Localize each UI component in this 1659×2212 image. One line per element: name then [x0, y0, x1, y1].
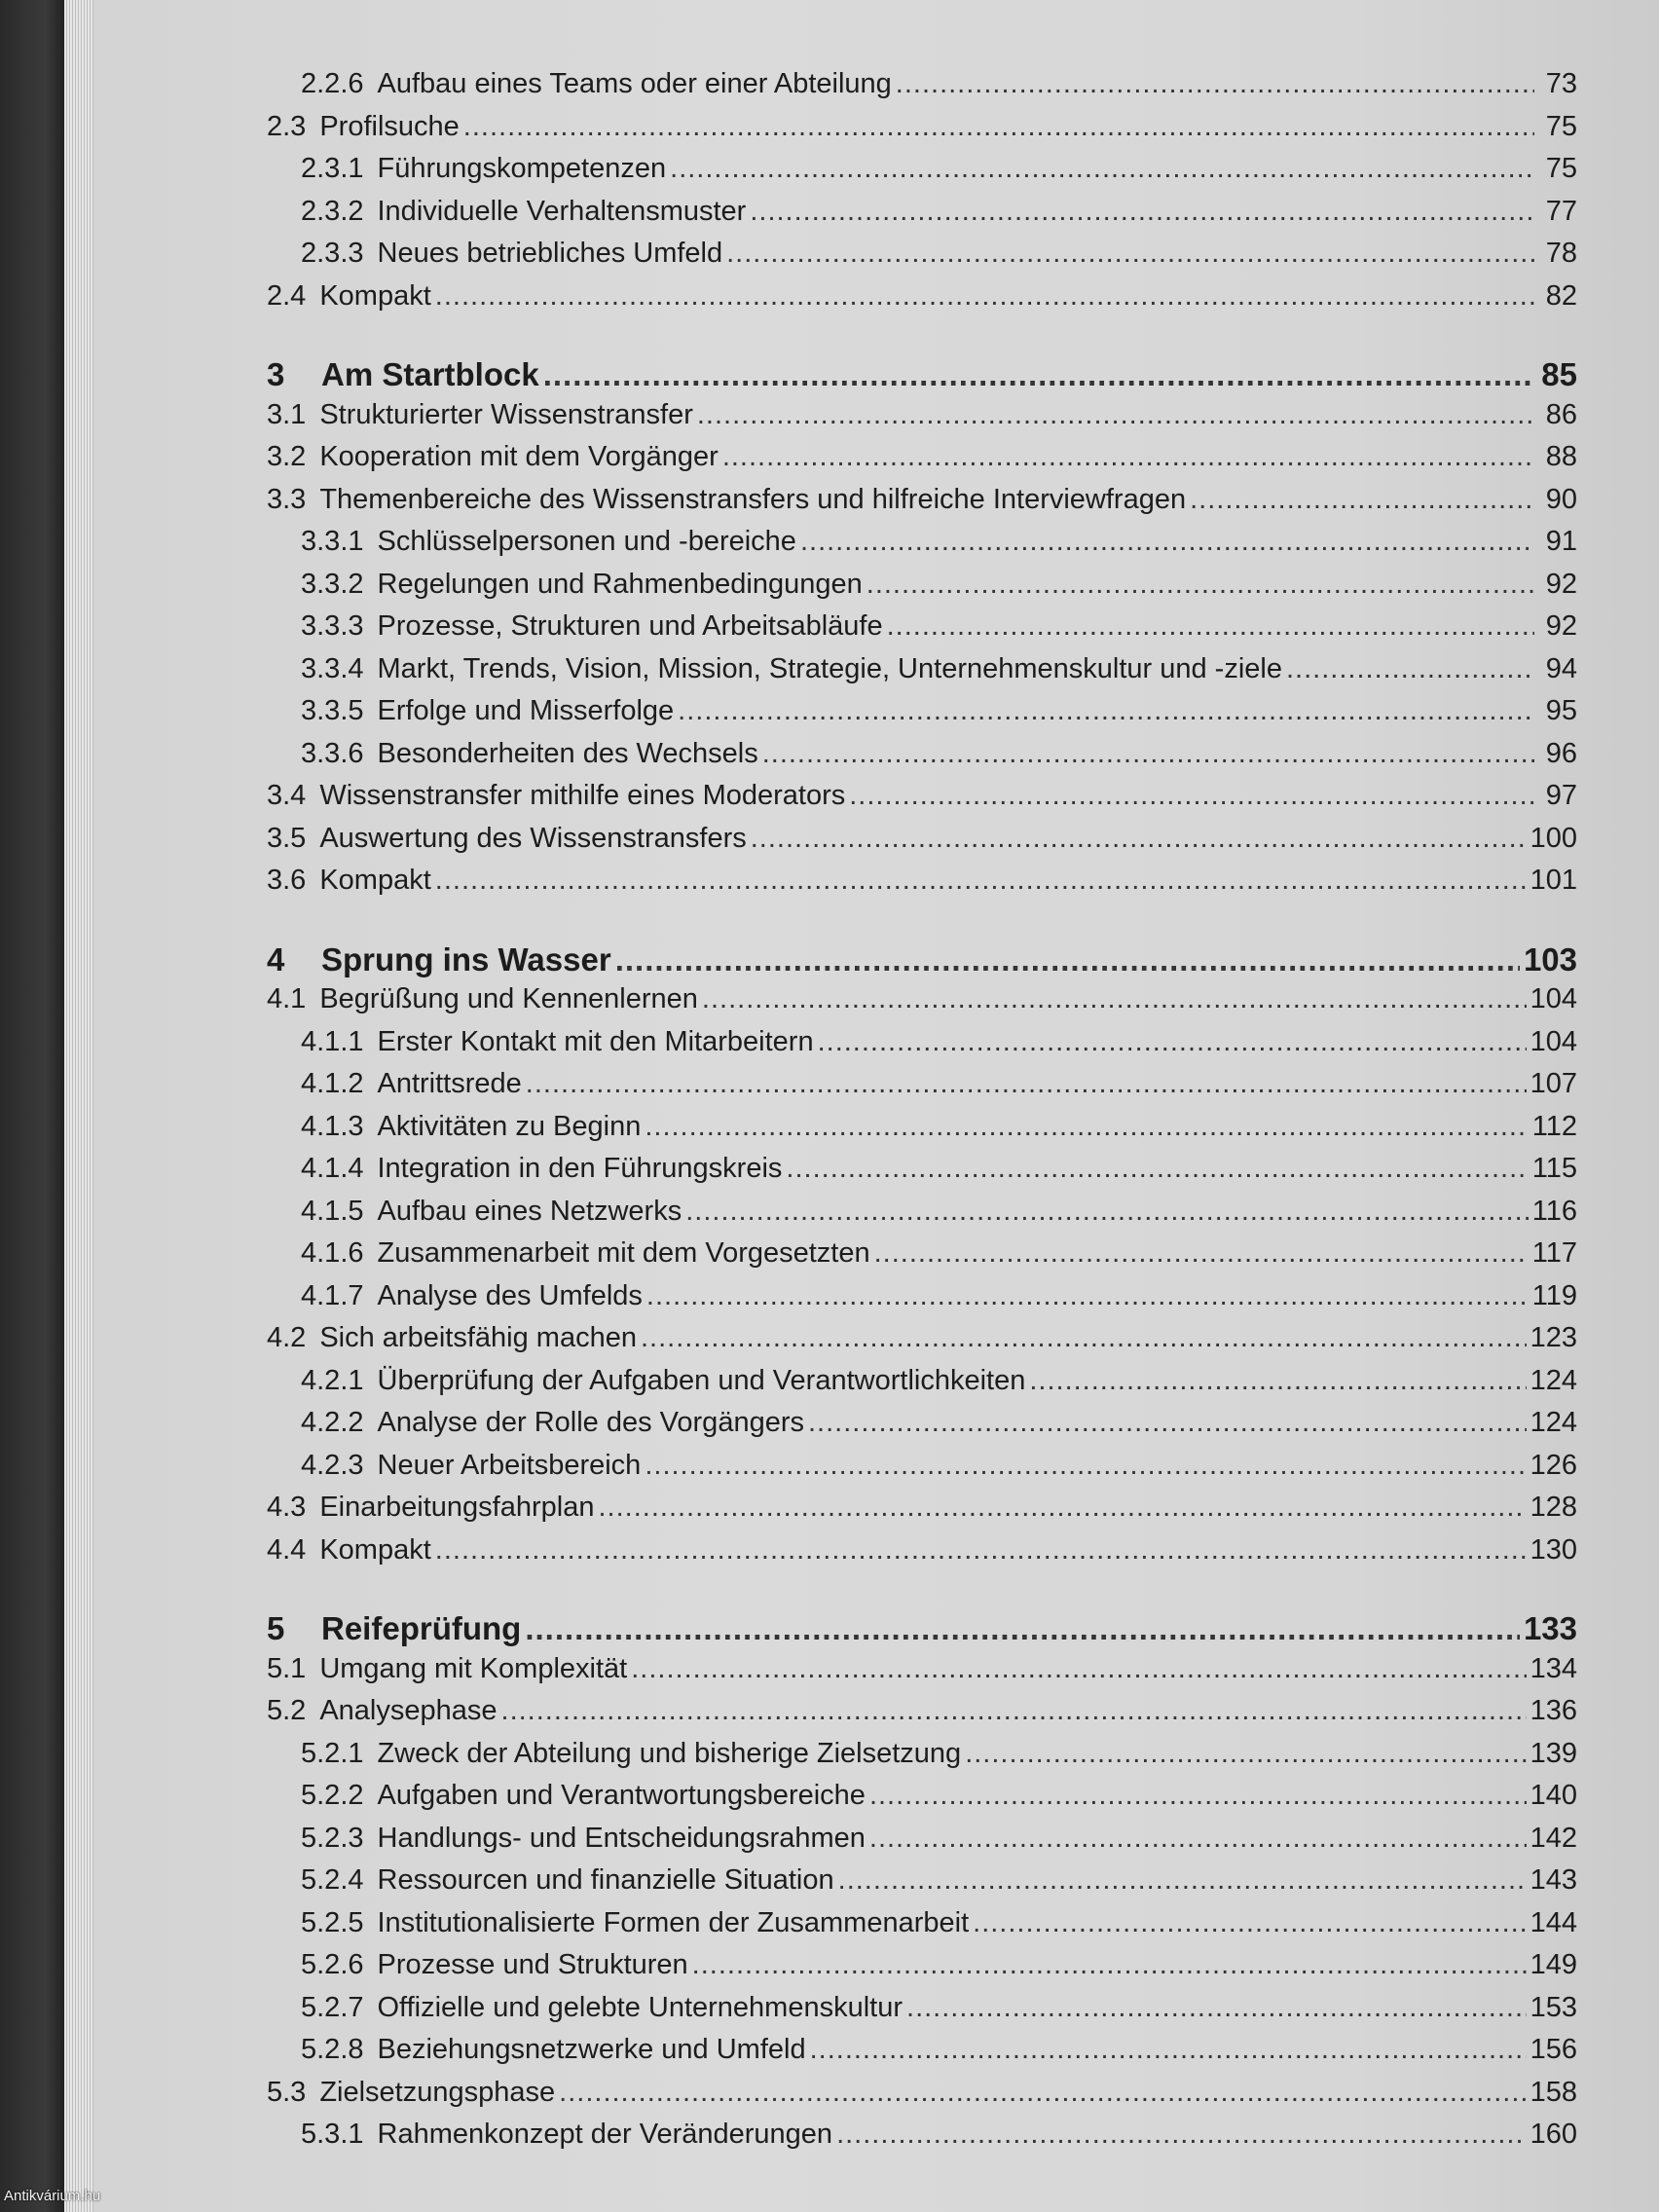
dot-leader: [641, 1322, 1527, 1354]
entry-title: Umgang mit Komplexität: [319, 1652, 628, 1684]
entry-title: Überprüfung der Aufgaben und Verantwortlichkeiten: [377, 1364, 1026, 1396]
entry-number: 4.1.5: [301, 1195, 364, 1227]
entry-title: Auswertung des Wissenstransfers: [319, 822, 747, 854]
toc-entry: [267, 280, 1577, 323]
entry-page-number: 128: [1530, 1492, 1577, 1523]
entry-page-number: 149: [1530, 1949, 1577, 1980]
entry-number: 2.2.6: [301, 68, 364, 99]
entry-title: Themenbereiche des Wissenstransfers und hilfreiche Interviewfragen: [319, 483, 1187, 515]
toc-entry: [267, 1864, 1577, 1907]
toc-entry: [267, 983, 1577, 1026]
dot-leader: [1190, 484, 1534, 516]
entry-page-number: 112: [1531, 1110, 1577, 1142]
toc-chapter-entry: [267, 941, 1577, 984]
entry-page-number: 160: [1530, 2119, 1577, 2150]
dot-leader: [786, 1153, 1528, 1185]
toc-entry: [267, 526, 1577, 569]
entry-number: 4.1: [267, 983, 307, 1014]
toc-entry: [267, 2119, 1577, 2161]
dot-leader: [435, 1534, 1527, 1567]
entry-number: 5.3: [267, 2076, 307, 2108]
entry-title: Prozesse, Strukturen und Arbeitsabläufe: [377, 610, 883, 642]
dot-leader: [1286, 653, 1534, 685]
entry-title: Analysephase: [319, 1695, 498, 1726]
entry-title: Aufgaben und Verantwortungsbereiche: [377, 1780, 866, 1811]
table-of-contents: [267, 68, 1577, 2161]
entry-page-number: 133: [1523, 1610, 1577, 1646]
dot-leader: [869, 1780, 1527, 1812]
watermark: Antikvárium.hu: [4, 2188, 101, 2204]
entry-number: 4.2.3: [301, 1449, 364, 1481]
toc-entry: [267, 780, 1577, 823]
dot-leader: [501, 1695, 1527, 1727]
entry-number: 4.1.6: [301, 1237, 364, 1269]
toc-chapter-entry: [267, 1610, 1577, 1653]
dot-leader: [965, 1738, 1526, 1770]
dot-leader: [463, 111, 1534, 143]
entry-title: Erster Kontakt mit den Mitarbeitern: [377, 1025, 814, 1057]
toc-entry: [267, 653, 1577, 696]
entry-page-number: 126: [1530, 1449, 1577, 1481]
entry-number: 5.2.6: [301, 1949, 364, 1980]
entry-number: 3.1: [267, 398, 307, 430]
book-spine: [0, 0, 64, 2212]
toc-entry: [267, 1450, 1577, 1493]
dot-leader: [808, 1407, 1527, 1439]
dot-leader: [836, 2119, 1527, 2151]
entry-title: Analyse des Umfelds: [377, 1279, 643, 1311]
entry-title: Ressourcen und finanzielle Situation: [377, 1864, 834, 1896]
dot-leader: [818, 1026, 1527, 1058]
toc-entry: [267, 153, 1577, 196]
toc-entry: [267, 865, 1577, 907]
dot-leader: [874, 1237, 1529, 1270]
dot-leader: [697, 399, 1534, 431]
dot-leader: [645, 1111, 1528, 1143]
entry-title: Neues betriebliches Umfeld: [377, 238, 723, 269]
entry-page-number: 100: [1530, 822, 1577, 854]
entry-title: Handlungs- und Entscheidungsrahmen: [377, 1822, 866, 1854]
entry-number: 2.3.3: [301, 238, 364, 269]
entry-page-number: 95: [1545, 695, 1577, 726]
entry-title: Rahmenkonzept der Veränderungen: [377, 2119, 833, 2150]
toc-entry: [267, 610, 1577, 653]
entry-title: Begrüßung und Kennenlernen: [319, 983, 698, 1014]
toc-entry: [267, 1280, 1577, 1323]
toc-entry: [267, 1026, 1577, 1069]
entry-number: 2.4: [267, 279, 307, 312]
entry-title: Markt, Trends, Vision, Mission, Strategie, Unternehmenskultur und -ziele: [377, 652, 1282, 684]
entry-title: Wissenstransfer mithilfe eines Moderators: [319, 780, 846, 811]
entry-page-number: 88: [1545, 441, 1577, 472]
entry-number: 3.3.3: [301, 610, 364, 642]
toc-entry: [267, 1695, 1577, 1738]
toc-entry: [267, 1068, 1577, 1111]
entry-title: Einarbeitungsfahrplan: [319, 1492, 595, 1523]
toc-entry: [267, 569, 1577, 611]
entry-page-number: 115: [1531, 1153, 1577, 1184]
dot-leader: [435, 280, 1534, 313]
entry-number: 3.3.1: [301, 526, 364, 557]
entry-page-number: 107: [1530, 1068, 1577, 1099]
entry-page-number: 156: [1530, 2034, 1577, 2065]
entry-page-number: 73: [1545, 68, 1577, 99]
toc-entry: [267, 1949, 1577, 1992]
entry-page-number: 119: [1531, 1279, 1577, 1311]
entry-title: Analyse der Rolle des Vorgängers: [377, 1407, 804, 1438]
entry-page-number: 78: [1545, 238, 1577, 269]
entry-title: Strukturierter Wissenstransfer: [319, 398, 693, 430]
dot-leader: [598, 1492, 1526, 1524]
entry-title: Kompakt: [319, 279, 431, 312]
entry-page-number: 142: [1530, 1822, 1577, 1854]
toc-entry: [267, 738, 1577, 781]
entry-number: 3.5: [267, 822, 307, 854]
entry-number: 3.4: [267, 780, 307, 811]
dot-leader: [866, 569, 1534, 601]
dot-leader: [678, 695, 1534, 727]
entry-number: 4.2.2: [301, 1407, 364, 1438]
entry-page-number: 136: [1530, 1695, 1577, 1726]
entry-title: Antrittsrede: [377, 1068, 522, 1099]
dot-leader: [973, 1907, 1526, 1939]
dot-leader: [543, 356, 1534, 393]
dot-leader: [702, 983, 1527, 1015]
entry-page-number: 124: [1530, 1364, 1577, 1396]
entry-page-number: 130: [1530, 1533, 1577, 1566]
toc-chapter-entry: [267, 356, 1577, 399]
toc-entry: [267, 196, 1577, 239]
entry-page-number: 92: [1545, 610, 1577, 642]
entry-page-number: 90: [1545, 483, 1577, 515]
dot-leader: [1029, 1365, 1526, 1397]
entry-number: 3.3.5: [301, 695, 364, 726]
entry-page-number: 75: [1545, 153, 1577, 184]
entry-title: Profilsuche: [319, 110, 460, 142]
entry-page-number: 116: [1531, 1195, 1577, 1227]
dot-leader: [887, 610, 1534, 643]
entry-page-number: 82: [1545, 279, 1577, 312]
dot-leader: [435, 865, 1527, 897]
entry-page-number: 124: [1530, 1407, 1577, 1438]
entry-number: 3.3.6: [301, 737, 364, 769]
toc-entry: [267, 1407, 1577, 1450]
entry-page-number: 94: [1545, 652, 1577, 684]
toc-entry: [267, 238, 1577, 280]
entry-number: 4.1.2: [301, 1068, 364, 1099]
dot-leader: [615, 941, 1520, 978]
entry-title: Neuer Arbeitsbereich: [377, 1449, 642, 1481]
toc-entry: [267, 1780, 1577, 1823]
toc-entry: [267, 441, 1577, 484]
entry-page-number: 75: [1545, 110, 1577, 142]
entry-title: Kompakt: [319, 1533, 431, 1566]
entry-number: 3: [267, 356, 285, 392]
entry-title: Erfolge und Misserfolge: [377, 695, 675, 726]
dot-leader: [559, 2077, 1526, 2109]
entry-number: 4.1.7: [301, 1279, 364, 1311]
toc-entry: [267, 1738, 1577, 1781]
page-edges: [64, 0, 93, 2212]
dot-leader: [810, 2034, 1527, 2066]
entry-title: Sprung ins Wasser: [321, 940, 611, 977]
entry-title: Zusammenarbeit mit dem Vorgesetzten: [377, 1237, 870, 1269]
entry-number: 4.1.3: [301, 1110, 364, 1142]
toc-entry: [267, 1196, 1577, 1238]
toc-entry: [267, 484, 1577, 527]
dot-leader: [838, 1864, 1527, 1897]
dot-leader: [722, 441, 1534, 473]
entry-number: 5.2.1: [301, 1737, 364, 1769]
entry-page-number: 77: [1545, 195, 1577, 227]
entry-page-number: 97: [1545, 780, 1577, 811]
entry-number: 4.4: [267, 1533, 307, 1566]
entry-number: 5.2.7: [301, 1991, 364, 2023]
entry-number: 5.1: [267, 1652, 307, 1684]
entry-number: 5.3.1: [301, 2119, 364, 2150]
entry-title: Zweck der Abteilung und bisherige Zielsetzung: [377, 1737, 962, 1769]
entry-page-number: 144: [1530, 1906, 1577, 1938]
toc-entry: [267, 2034, 1577, 2077]
toc-entry: [267, 1322, 1577, 1365]
dot-leader: [906, 1992, 1527, 2024]
entry-number: 3.3: [267, 483, 307, 515]
entry-title: Führungskompetenzen: [377, 153, 667, 184]
entry-page-number: 140: [1530, 1780, 1577, 1811]
dot-leader: [646, 1280, 1529, 1312]
entry-number: 5.2.3: [301, 1822, 364, 1854]
entry-number: 5.2: [267, 1695, 307, 1726]
entry-number: 2.3: [267, 110, 307, 142]
entry-page-number: 101: [1530, 865, 1577, 896]
entry-number: 5: [267, 1610, 285, 1646]
entry-title: Besonderheiten des Wechsels: [377, 737, 758, 769]
entry-page-number: 104: [1530, 983, 1577, 1014]
entry-title: Am Startblock: [321, 356, 539, 392]
entry-number: 3.2: [267, 441, 307, 472]
entry-title: Reifeprüfung: [321, 1610, 522, 1646]
toc-entry: [267, 1365, 1577, 1408]
toc-entry: [267, 1992, 1577, 2035]
toc-entry: [267, 695, 1577, 738]
entry-number: 4.1.1: [301, 1025, 364, 1057]
toc-entry: [267, 1653, 1577, 1696]
toc-entry: [267, 111, 1577, 154]
dot-leader: [525, 1610, 1520, 1647]
toc-entry: [267, 1492, 1577, 1534]
entry-number: 3.3.4: [301, 652, 364, 684]
entry-page-number: 117: [1531, 1237, 1577, 1269]
toc-entry: [267, 1153, 1577, 1196]
toc-entry: [267, 1823, 1577, 1865]
toc-entry: [267, 823, 1577, 866]
entry-title: Regelungen und Rahmenbedingungen: [377, 568, 863, 600]
dot-leader: [631, 1653, 1526, 1685]
toc-entry: [267, 1237, 1577, 1280]
entry-page-number: 139: [1530, 1737, 1577, 1769]
toc-entry: [267, 1534, 1577, 1577]
entry-title: Kompakt: [319, 865, 431, 896]
dot-leader: [869, 1823, 1527, 1855]
entry-number: 5.2.5: [301, 1906, 364, 1938]
entry-number: 4.3: [267, 1492, 307, 1523]
toc-entry: [267, 68, 1577, 111]
entry-number: 3.6: [267, 865, 307, 896]
entry-title: Individuelle Verhaltensmuster: [377, 195, 747, 227]
dot-leader: [800, 526, 1534, 558]
entry-title: Aufbau eines Netzwerks: [377, 1195, 682, 1227]
entry-number: 5.2.2: [301, 1780, 364, 1811]
entry-title: Beziehungsnetzwerke und Umfeld: [377, 2034, 806, 2065]
entry-title: Sich arbeitsfähig machen: [319, 1322, 637, 1353]
entry-title: Aktivitäten zu Beginn: [377, 1110, 642, 1142]
dot-leader: [685, 1196, 1529, 1228]
entry-page-number: 123: [1530, 1322, 1577, 1353]
entry-page-number: 143: [1530, 1864, 1577, 1896]
entry-page-number: 85: [1541, 356, 1577, 392]
entry-page-number: 103: [1523, 940, 1577, 977]
entry-title: Offizielle und gelebte Unternehmenskultur: [377, 1991, 903, 2023]
dot-leader: [692, 1949, 1527, 1981]
dot-leader: [896, 68, 1534, 100]
entry-number: 2.3.2: [301, 195, 364, 227]
toc-entry: [267, 2077, 1577, 2120]
dot-leader: [751, 823, 1527, 855]
entry-number: 4.1.4: [301, 1153, 364, 1184]
toc-entry: [267, 1111, 1577, 1154]
entry-page-number: 96: [1545, 737, 1577, 769]
entry-number: 4.2: [267, 1322, 307, 1353]
entry-title: Kooperation mit dem Vorgänger: [319, 441, 719, 472]
entry-page-number: 153: [1530, 1991, 1577, 2023]
entry-number: 2.3.1: [301, 153, 364, 184]
entry-title: Integration in den Führungskreis: [377, 1153, 783, 1184]
entry-title: Schlüsselpersonen und -bereiche: [377, 526, 796, 557]
entry-number: 3.3.2: [301, 568, 364, 600]
entry-page-number: 92: [1545, 568, 1577, 600]
dot-leader: [726, 238, 1534, 270]
entry-title: Prozesse und Strukturen: [377, 1949, 688, 1980]
entry-page-number: 91: [1545, 526, 1577, 557]
entry-page-number: 134: [1530, 1652, 1577, 1684]
entry-title: Institutionalisierte Formen der Zusammenarbeit: [377, 1906, 970, 1938]
dot-leader: [645, 1450, 1526, 1482]
toc-entry: [267, 1907, 1577, 1950]
entry-page-number: 158: [1530, 2076, 1577, 2108]
entry-page-number: 86: [1545, 398, 1577, 430]
dot-leader: [670, 153, 1534, 185]
entry-number: 4.2.1: [301, 1364, 364, 1396]
entry-title: Aufbau eines Teams oder einer Abteilung: [377, 68, 892, 99]
dot-leader: [849, 780, 1534, 812]
entry-page-number: 104: [1530, 1025, 1577, 1057]
dot-leader: [526, 1068, 1527, 1100]
entry-number: 5.2.8: [301, 2034, 364, 2065]
dot-leader: [762, 738, 1534, 770]
entry-title: Zielsetzungsphase: [319, 2076, 556, 2108]
entry-number: 4: [267, 940, 285, 977]
entry-number: 5.2.4: [301, 1864, 364, 1896]
toc-entry: [267, 399, 1577, 442]
dot-leader: [750, 196, 1534, 228]
